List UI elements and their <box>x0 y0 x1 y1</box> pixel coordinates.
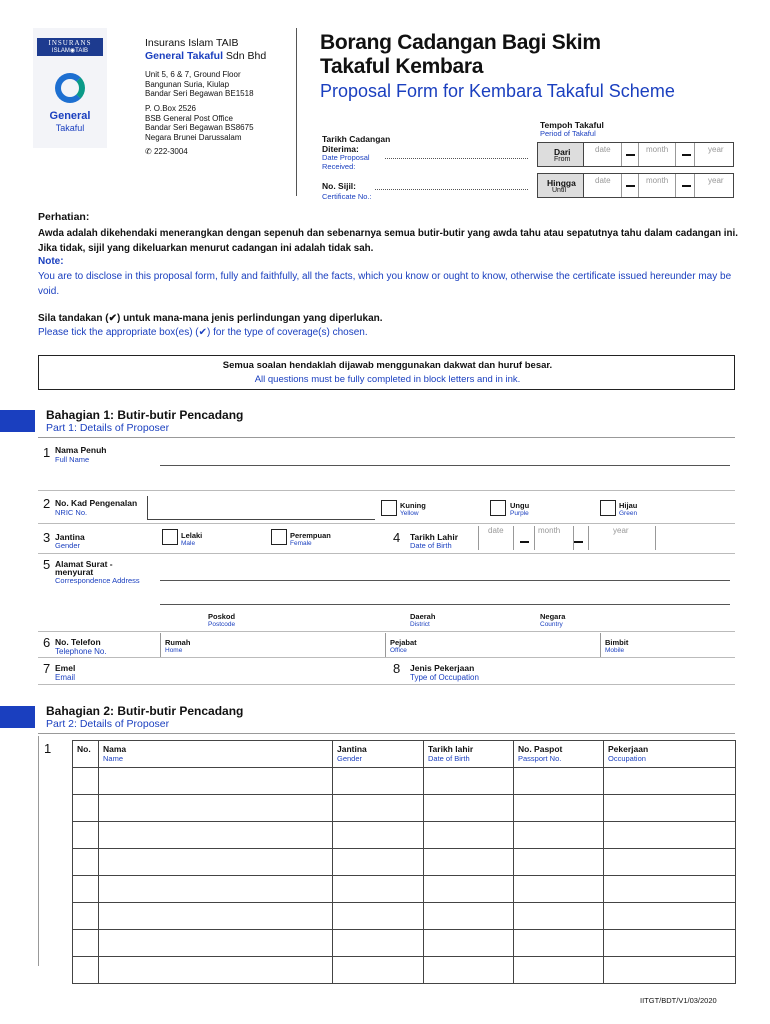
period-from-row: Dari From date month year <box>537 142 734 167</box>
table-row[interactable] <box>73 768 736 795</box>
part1-title: Bahagian 1: Butir-butir Pencadang <box>46 408 244 422</box>
table-row[interactable] <box>73 822 736 849</box>
note-text: You are to disclose in this proposal form, fully and faithfully, all the facts, which you know or ought to know, otherwise the certificate issued hereunder may be void. <box>38 271 732 297</box>
table-row[interactable] <box>73 957 736 984</box>
phone-icon: ✆ <box>145 147 152 156</box>
part2-title: Bahagian 2: Butir-butir Pencadang <box>46 704 244 718</box>
table-row[interactable] <box>73 903 736 930</box>
full-name-field[interactable] <box>160 465 730 466</box>
block-letters-notice: Semua soalan hendaklah dijawab menggunakan dakwat dan huruf besar. All questions must be fully completed in block letters and in ink. <box>38 355 735 390</box>
tick-instruction-english: Please tick the appropriate box(es) (✔) for the type of coverage(s) chosen. <box>38 327 368 338</box>
logo-emblem-icon <box>55 73 85 103</box>
office-phone-field[interactable] <box>385 633 600 657</box>
note-heading: Note: <box>38 256 64 267</box>
tarikh-cadangan-label: Tarikh Cadangan Diterima: <box>322 134 391 154</box>
participants-table <box>72 740 736 984</box>
po-box-address: P. O.Box 2526 BSB General Post Office Bandar Seri Begawan BS8675 Negara Brunei Darussalam <box>145 104 254 142</box>
perhatian-heading: Perhatian: <box>38 211 90 223</box>
tick-instruction: Sila tandakan (✔) untuk mana-mana jenis perlindungan yang diperlukan. <box>38 313 383 324</box>
part2-side-rule <box>38 736 39 966</box>
table-row[interactable] <box>73 849 736 876</box>
table-row[interactable] <box>73 795 736 822</box>
company-name: Insurans Islam TAIB <box>145 37 239 49</box>
sijil-label: No. Sijil: <box>322 181 356 191</box>
date-received-field[interactable] <box>385 158 528 159</box>
form-code: IITGT/BDT/V1/03/2020 <box>640 996 717 1005</box>
table-row[interactable] <box>73 876 736 903</box>
company-logo: INSURANS ISLAM◉TAIB General Takaful <box>33 28 107 148</box>
part2-title-english: Part 2: Details of Proposer <box>46 718 170 730</box>
home-phone-field[interactable] <box>160 633 385 657</box>
nric-field[interactable] <box>147 496 375 520</box>
perhatian-text: Awda adalah dikehendaki menerangkan dengan sepenuh dan sebenarnya semua butir-butir yang awda tahu atau sepatutnya tahu dalam cadangan ini. Jika tidak, sijil yang dikeluarkan menurut cadangan ini adalah tidak sah. <box>38 228 738 254</box>
table-header-row: No. Nama Name Jantina Gender Tarikh lahir Date of Birth No. Paspot Passport No. Pekerjaan Occupation <box>73 741 736 768</box>
certificate-no-field[interactable] <box>375 189 528 190</box>
part1-title-english: Part 1: Details of Proposer <box>46 422 170 434</box>
dob-field: date month year <box>478 526 658 550</box>
hijau-checkbox[interactable] <box>600 500 616 516</box>
male-checkbox[interactable] <box>162 529 178 545</box>
header-divider <box>296 28 297 196</box>
part1-marker <box>0 410 35 432</box>
part2-marker <box>0 706 35 728</box>
ungu-checkbox[interactable] <box>490 500 506 516</box>
company-phone: ✆ 222-3004 <box>145 147 188 156</box>
email-field[interactable] <box>160 659 385 684</box>
table-row[interactable] <box>73 930 736 957</box>
occupation-field[interactable] <box>490 659 735 684</box>
period-until-row: Hingga Until date month year <box>537 173 734 198</box>
form-title: Borang Cadangan Bagi Skim Takaful Kembara <box>320 31 601 78</box>
company-subname: General Takaful Sdn Bhd <box>145 50 267 62</box>
address-line-1[interactable] <box>160 580 730 581</box>
address: Unit 5, 6 & 7, Ground Floor Bangunan Suria, Kiulap Bandar Seri Begawan BE1518 <box>145 70 254 98</box>
female-checkbox[interactable] <box>271 529 287 545</box>
form-title-english: Proposal Form for Kembara Takaful Scheme <box>320 81 675 101</box>
kuning-checkbox[interactable] <box>381 500 397 516</box>
address-line-2[interactable] <box>160 604 730 605</box>
